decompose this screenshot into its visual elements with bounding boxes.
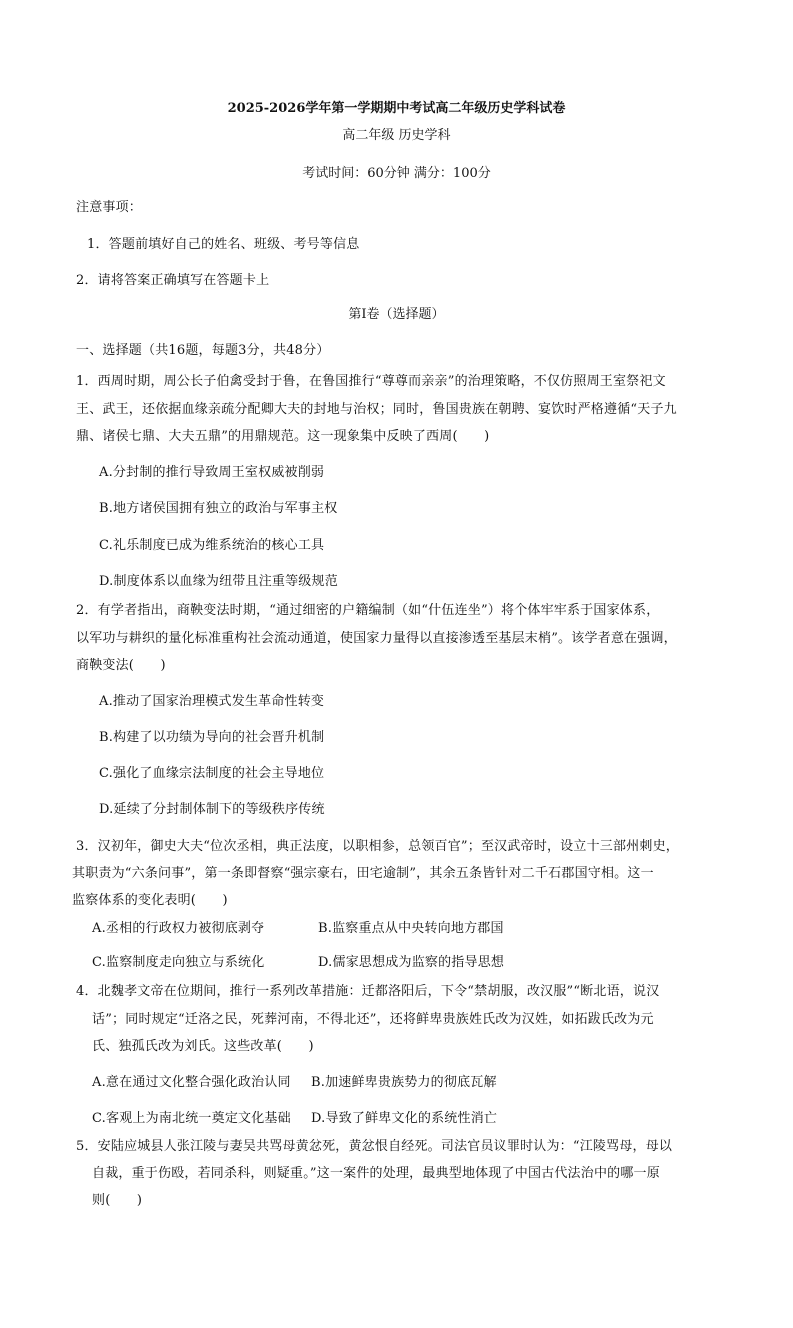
exam-info: 考试时间：60分钟 满分：100分	[302, 166, 491, 181]
question-text: 5．安陆应城县人张江陵与妻吴共骂母黄忿死，黄忿恨自经死。司法官员议罪时认为：“江陵骂母，母以	[76, 1139, 673, 1154]
question-text: 商鞅变法( )	[76, 658, 166, 673]
option-c: C.强化了血缘宗法制度的社会主导地位	[99, 766, 325, 781]
option-a: A.推动了国家治理模式发生革命性转变	[99, 694, 325, 709]
option-d: D.导致了鲜卑文化的系统性消亡	[311, 1111, 498, 1126]
option-c: C.礼乐制度已成为维系统治的核心工具	[99, 538, 325, 553]
notice-heading: 注意事项：	[76, 200, 143, 215]
question-text: 4．北魏孝文帝在位期间，推行一系列改革措施：迁都洛阳后，下令“禁胡服，改汉服”“断北语，说汉	[76, 984, 660, 999]
question-text: 监察体系的变化表明( )	[72, 893, 228, 908]
option-c: C.监察制度走向独立与系统化	[92, 955, 265, 970]
question-text: 氏、独孤氏改为刘氏。这些改革( )	[92, 1039, 314, 1054]
question-text: 1．西周时期，周公长子伯禽受封于鲁，在鲁国推行“尊尊而亲亲”的治理策略，不仅仿照周王室祭祀文	[76, 374, 666, 389]
exam-subtitle: 高二年级 历史学科	[342, 128, 451, 143]
section-title: 第I卷（选择题）	[348, 307, 445, 322]
question-text: 话”；同时规定“迁洛之民，死葬河南，不得北还”，还将鲜卑贵族姓氏改为汉姓，如拓跋氏改为元	[92, 1012, 654, 1027]
exam-title: 2025-2026学年第一学期期中考试高二年级历史学科试卷	[227, 101, 566, 116]
option-a: A.丞相的行政权力被彻底剥夺	[92, 921, 265, 936]
question-text: 3．汉初年，御史大夫“位次丞相，典正法度，以职相参，总领百官”；至汉武帝时，设立十三部州刺史，	[76, 839, 679, 854]
question-text: 则( )	[92, 1193, 143, 1208]
option-c: C.客观上为南北统一奠定文化基础	[92, 1111, 291, 1126]
option-a: A.分封制的推行导致周王室权威被削弱	[99, 465, 325, 480]
option-b: B.加速鲜卑贵族势力的彻底瓦解	[311, 1075, 497, 1090]
question-text: 王、武王，还依据血缘亲疏分配卿大夫的封地与治权；同时，鲁国贵族在朝聘、宴饮时严格遵循“天子九	[76, 402, 677, 417]
question-text: 自裁，重于伤殴，若同杀科，则疑重。”这一案件的处理，最典型地体现了中国古代法治中的哪一原	[92, 1166, 660, 1181]
option-d: D.儒家思想成为监察的指导思想	[318, 955, 505, 970]
option-b: B.地方诸侯国拥有独立的政治与军事主权	[99, 501, 338, 516]
question-text: 2．有学者指出，商鞅变法时期，“通过细密的户籍编制（如“什伍连坐”）将个体牢牢系于国家体系，	[76, 603, 660, 618]
part-heading: 一、选择题（共16题，每题3分，共48分）	[76, 343, 330, 358]
notice-item: 2．请将答案正确填写在答题卡上	[76, 273, 270, 288]
option-d: D.延续了分封制体制下的等级秩序传统	[99, 802, 325, 817]
notice-item: 1．答题前填好自己的姓名、班级、考号等信息	[87, 237, 360, 252]
question-text: 以军功与耕织的量化标准重构社会流动通道，使国家力量得以直接渗透至基层末梢”。该学者意在强调，	[76, 631, 677, 646]
question-text: 其职责为“六条问事”，第一条即督察“强宗豪右，田宅逾制”，其余五条皆针对二千石郡国守相。这一	[72, 866, 654, 881]
option-b: B.监察重点从中央转向地方郡国	[318, 921, 504, 936]
question-text: 鼎、诸侯七鼎、大夫五鼎”的用鼎规范。这一现象集中反映了西周( )	[76, 429, 490, 444]
option-d: D.制度体系以血缘为纽带且注重等级规范	[99, 574, 338, 589]
option-a: A.意在通过文化整合强化政治认同	[92, 1075, 291, 1090]
option-b: B.构建了以功绩为导向的社会晋升机制	[99, 730, 325, 745]
